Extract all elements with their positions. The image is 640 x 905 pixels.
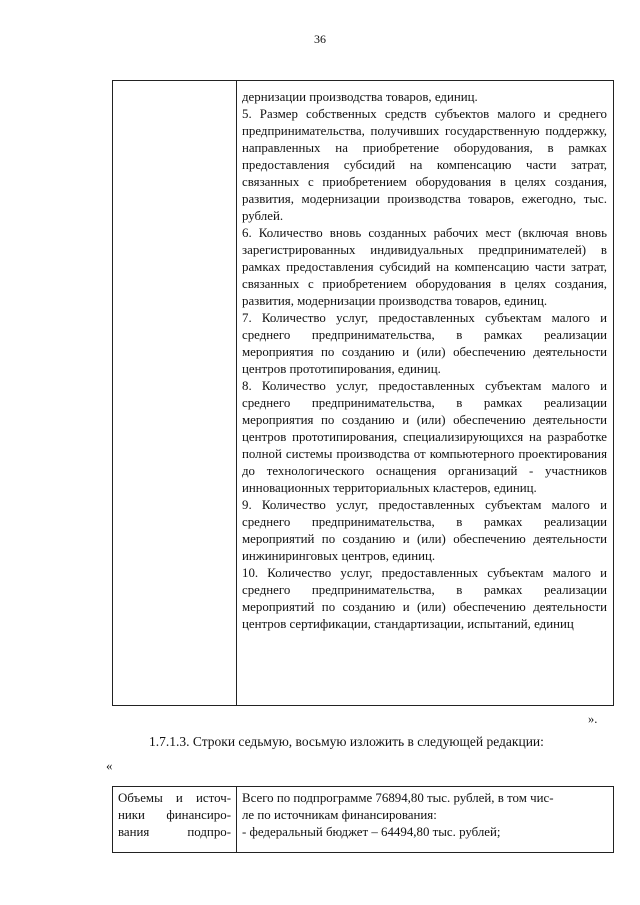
page-number: 36 <box>314 32 326 46</box>
indicator-paragraph: 5. Размер собственных средств субъектов малого и среднего предпринимательства, получивших государственную поддержку, направленных на приобретение оборудования, в рамках предоставления субсидий на компенсацию части затрат, связанных с приобретением оборудования в целях создания, развития, модернизации производства товаров, ежегодно, тыс. рублей. <box>242 107 607 223</box>
financing-value-cell <box>237 787 614 853</box>
closing-quote: ». <box>588 712 598 726</box>
table-indicators-cell <box>237 81 614 706</box>
indicator-paragraph: дернизации производства товаров, единиц. <box>242 90 478 104</box>
financing-label-line: Объемы и источ- <box>118 791 231 805</box>
financing-table <box>112 786 614 853</box>
financing-value-line: ле по источникам финансирования: <box>242 808 437 822</box>
financing-label-line: ники финансиро- <box>118 808 231 822</box>
indicator-paragraph: 8. Количество услуг, предоставленных субъектам малого и среднего предпринимательства, в рамках реализации мероприятия по созданию и (или) обеспечению деятельности центров прототипирования, специализирующихся на разработке полной системы производства от компьютерного проектирования до технологического оснащения организаций - участников инновационных территориальных кластеров, единиц. <box>242 379 607 495</box>
table-label-cell-empty <box>113 81 237 706</box>
indicator-paragraph: 6. Количество вновь созданных рабочих мест (включая вновь зарегистрированных индивидуальных предпринимателей) в рамках предоставления субсидий на компенсацию части затрат, связанных с приобретением оборудования в целях создания, развития, модернизации производства товаров, единиц. <box>242 226 607 308</box>
financing-label-line: вания подпро- <box>118 825 231 839</box>
opening-quote: « <box>106 758 113 773</box>
indicator-paragraph: 10. Количество услуг, предоставленных субъектам малого и среднего предпринимательства, в рамках реализации мероприятий по созданию и (или) обеспечению деятельности центров сертификации, стандартизации, испытаний, единиц <box>242 566 607 631</box>
indicator-paragraph: 7. Количество услуг, предоставленных субъектам малого и среднего предпринимательства, в рамках реализации мероприятия по созданию и (или) обеспечению деятельности центров прототипирования, единиц. <box>242 311 607 376</box>
financing-label-cell <box>113 787 237 853</box>
program-table-continuation <box>112 80 614 706</box>
section-instruction: 1.7.1.3. Строки седьмую, восьмую изложить в следующей редакции: <box>149 734 544 749</box>
financing-value-line: - федеральный бюджет – 64494,80 тыс. рублей; <box>242 825 501 839</box>
financing-value-line: Всего по подпрограмме 76894,80 тыс. рублей, в том чис- <box>242 791 554 805</box>
indicator-paragraph: 9. Количество услуг, предоставленных субъектам малого и среднего предпринимательства, в рамках реализации мероприятий по созданию и (или) обеспечению деятельности инжиниринговых центров, единиц. <box>242 498 607 563</box>
